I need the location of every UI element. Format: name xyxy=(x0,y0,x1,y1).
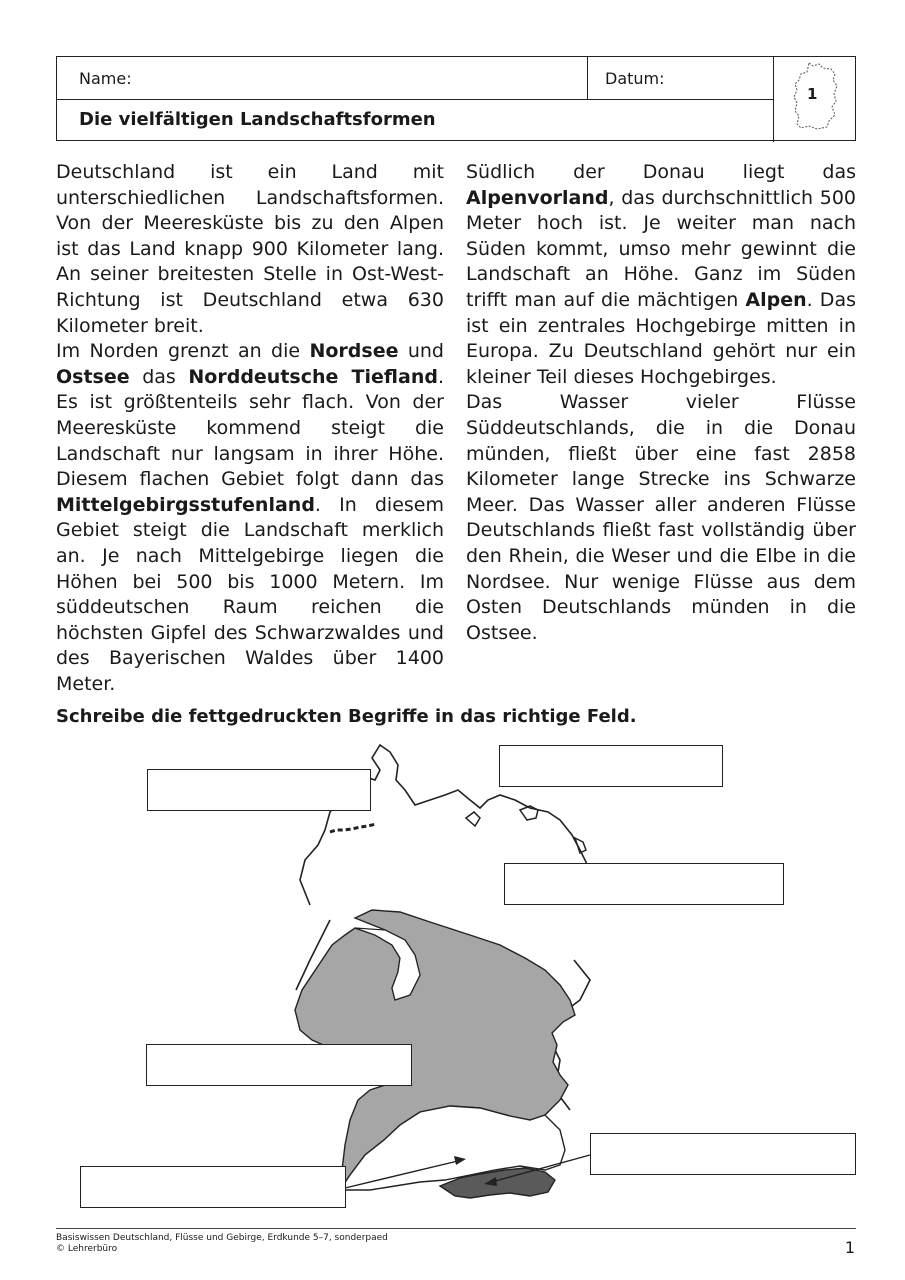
text-run: Im Norden grenzt an die xyxy=(56,340,310,363)
name-label: Name: xyxy=(79,69,132,88)
text-run: . In diesem Gebiet steigt die Landschaft merklich an. Je nach Mittelgebirge liegen die Höhen bei 500 bis 1000 Metern. Im süddeutschen Raum reichen die höchsten Gipfel des Schwarzwaldes und des Bayerischen Waldes über 1400 Meter. xyxy=(56,493,444,695)
text-run: Südlich der Donau liegt das xyxy=(466,161,856,183)
bold-term: Ostsee xyxy=(56,365,130,388)
page-number: 1 xyxy=(844,1238,855,1257)
footer-credits xyxy=(56,1233,388,1255)
answer-box-alpenvorland[interactable] xyxy=(80,1166,346,1208)
answer-box-nordsee[interactable] xyxy=(147,769,371,811)
text-run: das xyxy=(129,365,189,388)
footer-divider xyxy=(56,1228,856,1229)
bold-term: Nordsee xyxy=(309,340,399,363)
answer-box-mittelgebirge[interactable] xyxy=(146,1044,412,1086)
answer-box-ostsee[interactable] xyxy=(499,745,723,787)
footer-copyright: © Lehrerbüro xyxy=(56,1244,118,1254)
text-run: und xyxy=(398,340,444,363)
answer-box-alpen[interactable] xyxy=(590,1133,856,1175)
text-run: . Das ist ein zentrales Hochgebirge mitten in Europa. Zu Deutschland gehört nur ein kleiner Teil dieses Hochgebirges. xyxy=(466,288,856,388)
date-label: Datum: xyxy=(605,69,665,88)
text-run: Das Wasser vieler Flüsse Süddeutschlands, die in die Donau münden, fließt über eine fast 2858 Kilometer lange Strecke ins Schwarze Meer. Das Wasser aller anderen Flüsse Deutschlands fließt fast vollständig über den Rhein, die Weser und die Elbe in die Nordsee. Nur wenige Flüsse aus dem Osten Deutschlands münden in die Ostsee. xyxy=(466,391,856,644)
worksheet-title: Die vielfältigen Landschaftsformen xyxy=(79,109,436,130)
worksheet-number: 1 xyxy=(807,85,818,103)
bold-term: Alpen xyxy=(745,288,807,311)
bold-term: Alpenvorland xyxy=(466,186,609,209)
bold-term: Norddeutsche Tiefland xyxy=(188,365,438,388)
text-run: Deutschland ist ein Land mit unterschiedlichen Landschaftsformen. Von der Meeresküste bis zu den Alpen ist das Land knapp 900 Kilometer lang. An seiner breitesten Stelle in Ost-West-Richtung ist Deutschland etwa 630 Kilometer breit. xyxy=(56,161,444,337)
answer-box-tiefland[interactable] xyxy=(504,863,784,905)
bold-term: Mittelgebirgsstufenland xyxy=(56,493,315,516)
text-run: , das durchschnittlich 500 Meter hoch ist. Je weiter man nach Süden kommt, umso mehr gewinnt die Landschaft an Höhe. Ganz im Süden trifft man auf die mächtigen xyxy=(466,186,856,311)
text-run: . Es ist größtenteils sehr flach. Von der Meeresküste kommend steigt die Landschaft nur langsam in ihrer Höhe. Diesem flachen Gebiet folgt dann das xyxy=(56,365,444,491)
footer-source: Basiswissen Deutschland, Flüsse und Gebirge, Erdkunde 5–7, sonderpaed xyxy=(56,1233,388,1243)
task-instruction: Schreibe die fettgedruckten Begriffe in das richtige Feld. xyxy=(56,706,637,727)
